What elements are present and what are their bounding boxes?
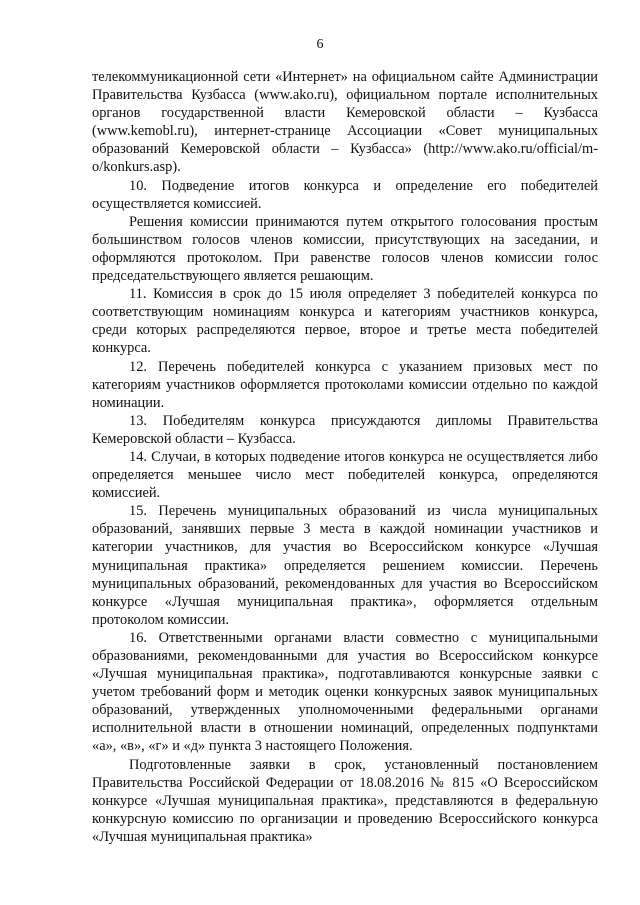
paragraph-continuation: телекоммуникационной сети «Интернет» на официальном сайте Администрации Правительства Кузбасса (www.ako.ru), официальном портале исполнительных органов государственной власти Кемеровской области – Кузбасса (www.kemobl.ru), интернет-странице Ассоциации «Совет муниципальных образований Кемеровской области – Кузбасса» (http://www.ako.ru/official/m-o/konkurs.asp).	[92, 69, 598, 176]
paragraph-10: 10. Подведение итогов конкурса и определение его победителей осуществляется комиссией.	[92, 177, 598, 212]
paragraph-11: 11. Комиссия в срок до 15 июля определяет 3 победителей конкурса по соответствующим номинациям конкурса и категориям участников конкурса, среди которых распределяются первое, второе и третье места победителей конкурса.	[92, 286, 598, 357]
paragraph-12: 12. Перечень победителей конкурса с указанием призовых мест по категориям участников оформляется протоколами комиссии отдельно по каждой номинации.	[92, 358, 598, 411]
paragraph-commission-decisions: Решения комиссии принимаются путем открытого голосования простым большинством голосов членов комиссии, присутствующих на заседании, и оформляются протоколом. При равенстве голосов членов комиссии голос председательствующего является решающим.	[92, 213, 598, 285]
paragraph-15: 15. Перечень муниципальных образований из числа муниципальных образований, занявших первые 3 места в каждой номинации участников и категории участников, для участия во Всероссийском конкурсе «Лучшая муниципальная практика» определяется решением комиссии. Перечень муниципальных образований, рекомендованных для участия во Всероссийском конкурсе «Лучшая муниципальная практика», оформляется отдельным протоколом комиссии.	[92, 503, 598, 628]
paragraph-prepared-applications: Подготовленные заявки в срок, установленный постановлением Правительства Российской Федерации от 18.08.2016 № 815 «О Всероссийском конкурсе «Лучшая муниципальная практика», представляются в федеральную конкурсную комиссию по организации и проведению Всероссийского конкурса «Лучшая муниципальная практика»	[92, 756, 598, 845]
paragraph-13: 13. Победителям конкурса присуждаются дипломы Правительства Кемеровской области – Кузбасса.	[92, 412, 598, 447]
document-body	[92, 68, 598, 846]
page-number: 6	[316, 37, 324, 52]
paragraph-14: 14. Случаи, в которых подведение итогов конкурса не осуществляется либо определяется меньшее число мест победителей конкурса, определяются комиссией.	[92, 448, 598, 502]
paragraph-16: 16. Ответственными органами власти совместно с муниципальными образованиями, рекомендованными для участия во Всероссийском конкурсе «Лучшая муниципальная практика», подготавливаются конкурсные заявки с учетом требований форм и методик оценки конкурсных заявок муниципальных образований, утвержденных уполномоченными федеральными органами исполнительной власти в отношении номинаций, определенных подпунктами «а», «в», «г» и «д» пункта 3 настоящего Положения.	[92, 629, 598, 755]
